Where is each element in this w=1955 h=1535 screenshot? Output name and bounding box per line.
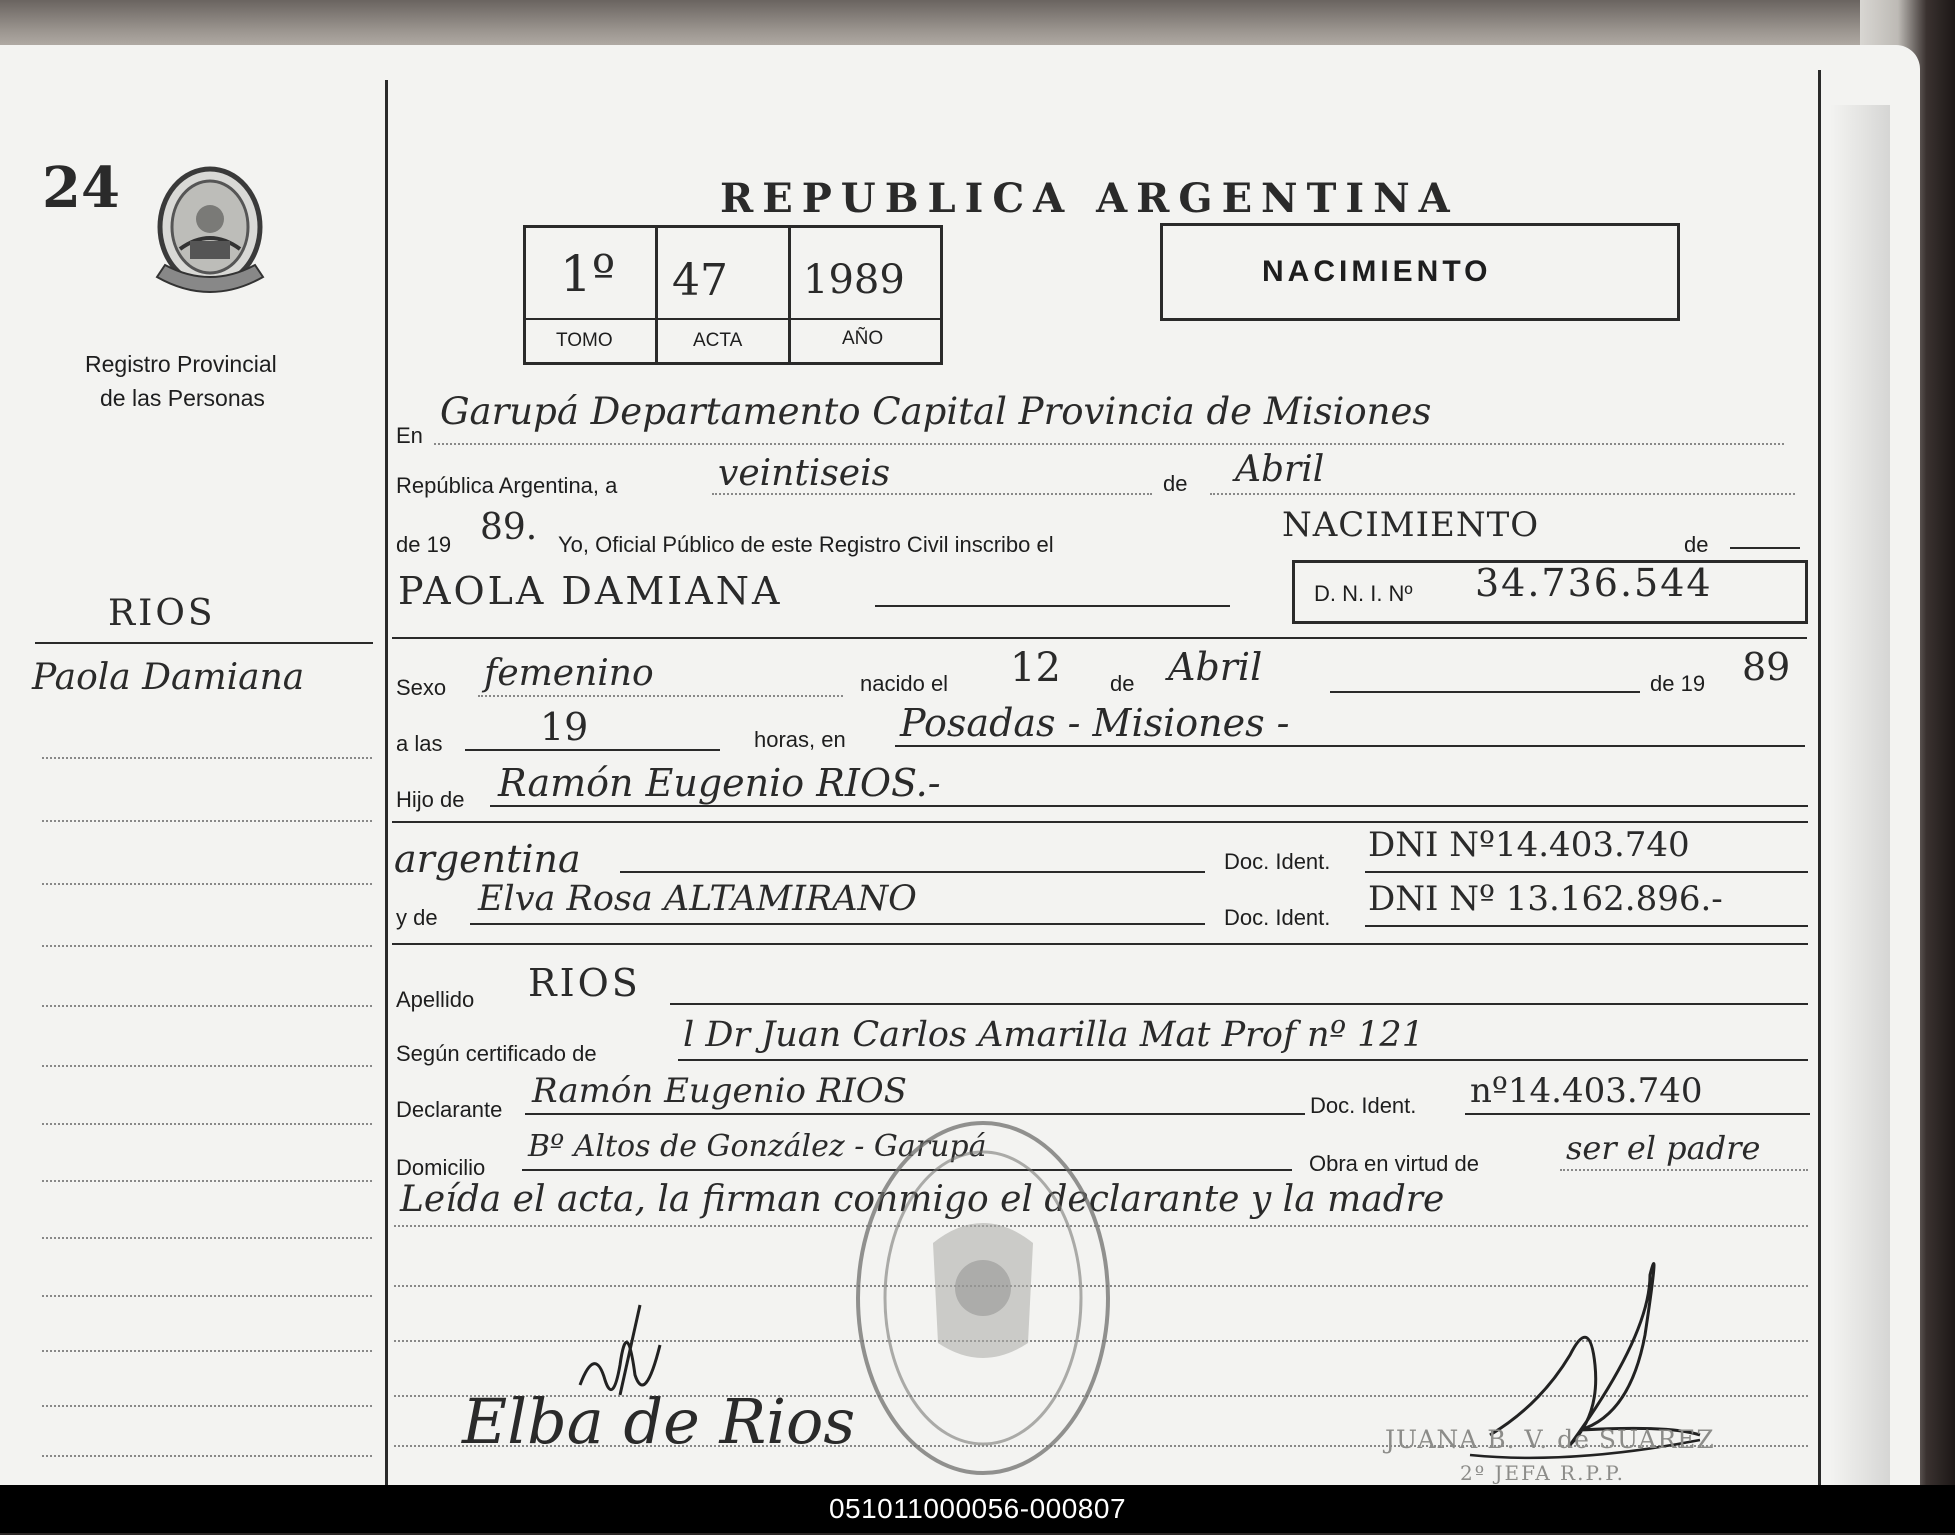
- year-suffix: 89.: [480, 507, 538, 548]
- declarante-value: Ramón Eugenio RIOS: [532, 1071, 907, 1111]
- margin-dotted-line: [42, 883, 372, 885]
- obra-value: ser el padre: [1566, 1129, 1761, 1167]
- acta-value: 47: [672, 255, 728, 306]
- closing-line: Leída el acta, la firman conmigo el declarante y la madre: [400, 1179, 1445, 1220]
- margin-dotted-line: [42, 1065, 372, 1067]
- fill-line: [1365, 925, 1808, 927]
- fill-line: [1465, 1113, 1810, 1115]
- fill-line: [895, 745, 1805, 747]
- margin-dotted-line: [42, 1455, 372, 1457]
- margin-dotted-line: [42, 820, 372, 822]
- dni-value: 34.736.544: [1475, 561, 1713, 605]
- apellido-value: RIOS: [528, 961, 641, 1005]
- father-name: Ramón Eugenio RIOS.-: [498, 761, 941, 805]
- birth-day: 12: [1010, 645, 1061, 691]
- registry-name-line1: Registro Provincial: [85, 351, 277, 377]
- margin-dotted-line: [42, 757, 372, 759]
- margin-dotted-line: [42, 1405, 372, 1407]
- section-rule: [392, 821, 1808, 823]
- registry-name-line2: de las Personas: [100, 385, 265, 411]
- mother-name: Elva Rosa ALTAMIRANO: [478, 879, 917, 919]
- birth-place: Posadas - Misiones -: [900, 701, 1290, 745]
- fill-line: [670, 1003, 1808, 1005]
- register-page: [0, 45, 1920, 1485]
- segun-label: Según certificado de: [396, 1041, 597, 1066]
- child-name: PAOLA DAMIANA: [398, 569, 783, 613]
- fill-line: [875, 605, 1230, 607]
- margin-dotted-line: [42, 1180, 372, 1182]
- day-words: veintiseis: [718, 453, 891, 494]
- nacido-label: nacido el: [860, 671, 949, 696]
- page-number: 24: [42, 155, 120, 221]
- father-nationality: argentina: [394, 837, 581, 881]
- birth-hour: 19: [540, 705, 589, 749]
- doc-ident-label: Doc. Ident.: [1224, 905, 1331, 930]
- en-label: En: [396, 423, 423, 448]
- margin-dotted-line: [42, 945, 372, 947]
- hijo-label: Hijo de: [396, 787, 465, 812]
- de-label3: de: [1110, 671, 1135, 696]
- margin-surname: RIOS: [108, 593, 216, 634]
- tomo-label: TOMO: [556, 330, 613, 351]
- yde-label: y de: [396, 905, 438, 930]
- sexo-value: femenino: [484, 653, 654, 694]
- father-doc: DNI Nº14.403.740: [1368, 825, 1690, 865]
- fill-line: [678, 1059, 1808, 1061]
- document-id: 051011000056-000807: [828, 1493, 1127, 1524]
- column-divider: [385, 80, 388, 1490]
- fill-line: [620, 871, 1205, 873]
- fill-line: [490, 805, 1808, 807]
- margin-dotted-line: [42, 1350, 372, 1352]
- box-divider: [655, 227, 658, 363]
- yo-label: Yo, Oficial Público de este Registro Civil inscribo el: [558, 532, 1054, 557]
- page-fold-shadow: [1830, 105, 1890, 1535]
- obra-label: Obra en virtud de: [1309, 1151, 1479, 1176]
- declarante-label: Declarante: [396, 1097, 503, 1122]
- fill-line: [1365, 871, 1808, 873]
- act-kind: NACIMIENTO: [1282, 505, 1540, 545]
- margin-names: Paola Damiana: [32, 657, 305, 698]
- coat-of-arms-icon: [135, 157, 285, 307]
- officer-stamp-title: 2º JEFA R.P.P.: [1460, 1461, 1625, 1485]
- declarante-doc: nº14.403.740: [1470, 1071, 1703, 1111]
- domicilio-value: Bº Altos de González - Garupá: [528, 1129, 987, 1164]
- domicilio-label: Domicilio: [396, 1155, 486, 1180]
- margin-dotted-line: [42, 1123, 372, 1125]
- republica-label: República Argentina, a: [396, 473, 618, 498]
- de19-label: de 19: [396, 532, 452, 557]
- record-type: NACIMIENTO: [1262, 255, 1492, 288]
- margin-rule: [35, 642, 373, 644]
- margin-dotted-line: [42, 1237, 372, 1239]
- de19-label2: de 19: [1650, 671, 1706, 696]
- acta-label: ACTA: [693, 330, 743, 351]
- certificate: l Dr Juan Carlos Amarilla Mat Prof nº 121: [683, 1015, 1424, 1055]
- right-border: [1818, 70, 1821, 1490]
- fill-line: [434, 443, 1784, 445]
- doc-ident-label: Doc. Ident.: [1310, 1093, 1417, 1118]
- section-rule: [392, 637, 1807, 639]
- fill-line: [470, 923, 1205, 925]
- de-label2: de: [1684, 532, 1709, 557]
- fill-line: [712, 493, 1152, 495]
- fill-line: [1330, 691, 1640, 693]
- alas-label: a las: [396, 731, 443, 756]
- mother-signature: Elba de Rios: [462, 1385, 856, 1458]
- tomo-value: 1º: [560, 245, 616, 303]
- fill-line: [478, 695, 843, 697]
- box-divider: [788, 227, 791, 363]
- fill-line: [465, 749, 720, 751]
- margin-dotted-line: [42, 1005, 372, 1007]
- place-value: Garupá Departamento Capital Provincia de Misiones: [440, 390, 1432, 433]
- section-rule: [392, 943, 1808, 945]
- dni-label: D. N. I. Nº: [1314, 581, 1413, 606]
- fill-line: [1730, 547, 1800, 549]
- ano-value: 1989: [803, 257, 905, 303]
- margin-dotted-line: [42, 1295, 372, 1297]
- fill-line: [1560, 1169, 1808, 1171]
- document-id-bar: [0, 1485, 1955, 1533]
- apellido-label: Apellido: [396, 987, 475, 1012]
- birth-month: Abril: [1168, 645, 1263, 689]
- horas-label: horas, en: [754, 727, 846, 752]
- doc-ident-label: Doc. Ident.: [1224, 849, 1331, 874]
- sexo-label: Sexo: [396, 675, 447, 700]
- page-title: REPUBLICA ARGENTINA: [720, 175, 1459, 222]
- ano-label: AÑO: [842, 328, 884, 349]
- fill-line: [1210, 493, 1795, 495]
- birth-year-suffix: 89: [1742, 645, 1791, 689]
- mother-doc: DNI Nº 13.162.896.-: [1368, 879, 1723, 919]
- month: Abril: [1235, 449, 1325, 490]
- de-label: de: [1163, 471, 1188, 496]
- officer-stamp-name: JUANA B. V. de SUAREZ: [1385, 1425, 1715, 1454]
- official-seal-icon: [848, 1113, 1118, 1483]
- box-rule: [525, 318, 941, 320]
